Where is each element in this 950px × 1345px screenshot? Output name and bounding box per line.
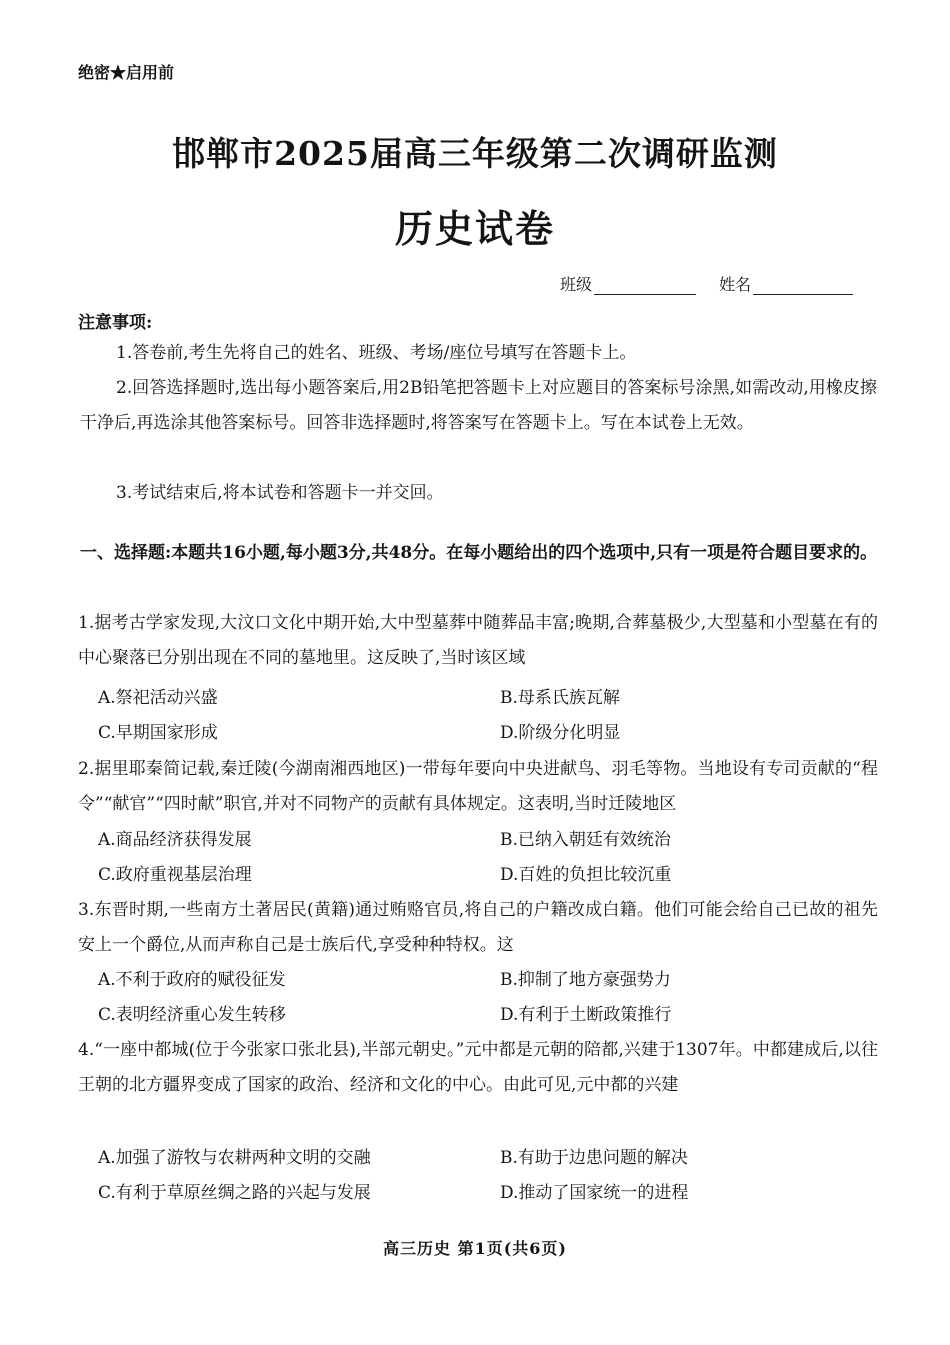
subject-title: 历史试卷 bbox=[394, 206, 555, 251]
notice-heading: 注意事项: bbox=[78, 313, 153, 333]
q4-option-c[interactable]: C.有利于草原丝绸之路的兴起与发展 bbox=[98, 1183, 371, 1203]
question-1-stem: 1.据考古学家发现,大汶口文化中期开始,大中型墓葬中随葬品丰富;晚期,合葬墓极少,大型墓和小型墓在有的中心聚落已分别出现在不同的墓地里。这反映了,当时该区域 bbox=[78, 613, 878, 668]
q4-option-b[interactable]: B.有助于边患问题的解决 bbox=[500, 1148, 688, 1168]
q1-option-d[interactable]: D.阶级分化明显 bbox=[500, 723, 621, 743]
question-3-stem: 3.东晋时期,一些南方土著居民(黄籍)通过贿赂官员,将自己的户籍改成白籍。他们可能会给自己已故的祖先安上一个爵位,从而声称自己是士族后代,享受种种特权。这 bbox=[78, 900, 878, 955]
q4-option-a[interactable]: A.加强了游牧与农耕两种文明的交融 bbox=[98, 1148, 371, 1168]
exam-title: 邯郸市2025届高三年级第二次调研监测 bbox=[172, 134, 778, 173]
q2-option-d[interactable]: D.百姓的负担比较沉重 bbox=[500, 865, 672, 885]
q4-option-d[interactable]: D.推动了国家统一的进程 bbox=[500, 1183, 689, 1203]
notice-item-2: 2.回答选择题时,选出每小题答案后,用2B铅笔把答题卡上对应题目的答案标号涂黑,如需改动,用橡皮擦干净后,再选涂其他答案标号。回答非选择题时,将答案写在答题卡上。写在本试卷上无效。 bbox=[80, 378, 877, 433]
q3-option-c[interactable]: C.表明经济重心发生转移 bbox=[98, 1005, 286, 1025]
page-footer: 高三历史 第1页(共6页) bbox=[383, 1239, 567, 1258]
q3-option-b[interactable]: B.抑制了地方豪强势力 bbox=[500, 970, 671, 990]
q3-option-a[interactable]: A.不利于政府的赋役征发 bbox=[98, 970, 286, 990]
question-2-stem: 2.据里耶秦简记载,秦迁陵(今湖南湘西地区)一带每年要向中央进献鸟、羽毛等物。当地设有专司贡献的“程令”“献官”“四时献”职官,并对不同物产的贡献有具体规定。这表明,当时迁陵地区 bbox=[78, 759, 878, 814]
section-heading: 一、选择题:本题共16小题,每小题3分,共48分。在每小题给出的四个选项中,只有一项是符合题目要求的。 bbox=[80, 543, 878, 563]
name-label: 姓名 bbox=[719, 275, 752, 294]
class-blank[interactable] bbox=[594, 278, 696, 295]
name-blank[interactable] bbox=[753, 278, 853, 295]
q1-option-b[interactable]: B.母系氏族瓦解 bbox=[500, 688, 620, 708]
q3-option-d[interactable]: D.有利于土断政策推行 bbox=[500, 1005, 672, 1025]
notice-item-3: 3.考试结束后,将本试卷和答题卡一并交回。 bbox=[116, 483, 444, 503]
q2-option-c[interactable]: C.政府重视基层治理 bbox=[98, 865, 252, 885]
q2-option-b[interactable]: B.已纳入朝廷有效统治 bbox=[500, 830, 671, 850]
name-field bbox=[719, 272, 853, 295]
q1-option-a[interactable]: A.祭祀活动兴盛 bbox=[98, 688, 218, 708]
class-label: 班级 bbox=[560, 275, 593, 294]
question-4-stem: 4.“一座中都城(位于今张家口张北县),半部元朝史。”元中都是元朝的陪都,兴建于1307年。中都建成后,以往王朝的北方疆界变成了国家的政治、经济和文化的中心。由此可见,元中都的兴建 bbox=[78, 1040, 878, 1095]
notice-item-1: 1.答卷前,考生先将自己的姓名、班级、考场/座位号填写在答题卡上。 bbox=[116, 343, 637, 363]
confidential-mark: 绝密★启用前 bbox=[78, 63, 175, 82]
q2-option-a[interactable]: A.商品经济获得发展 bbox=[98, 830, 252, 850]
class-field bbox=[560, 272, 696, 295]
q1-option-c[interactable]: C.早期国家形成 bbox=[98, 723, 218, 743]
